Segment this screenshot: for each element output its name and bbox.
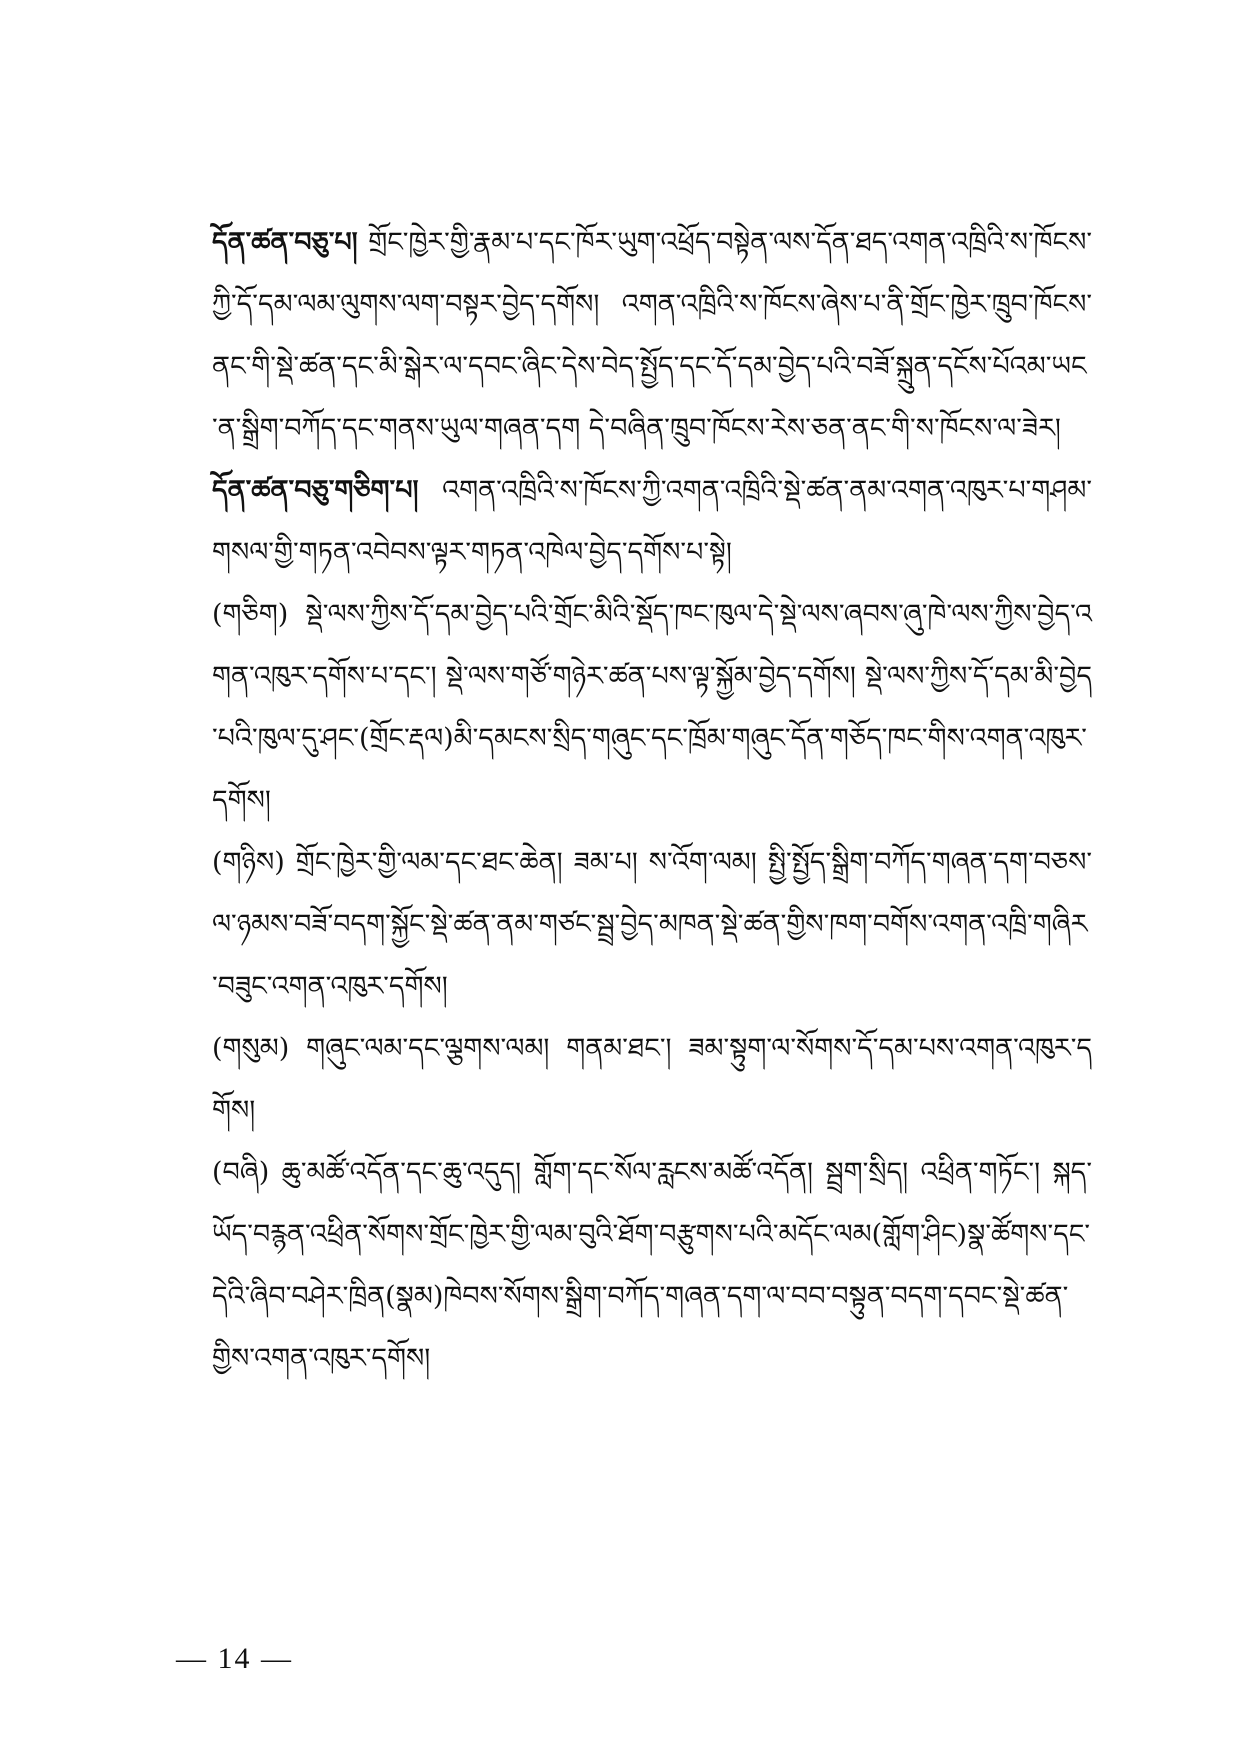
clause-2-text: (གཉིས) གྲོང་ཁྱེར་གྱི་ལམ་དང་ཐང་ཆེན། ཟམ་པ། ས་འོག་ལམ། སྤྱི་སྤྱོད་སྒྲིག་བཀོད་གཞན་དག་བཅས་ལ་ཉམས་བཟོ་བདག་སྐྱོང་སྡེ་ཚན་ནམ་གཙང་སྦྲ་བྱེད་མཁན་སྡེ་ཚན་གྱིས་ཁག་བགོས་འགན་འཁྲི་གཞིར་བཟུང་འགན་འཁུར་དགོས། (212, 847, 1092, 1002)
article-10-heading: དོན་ཚན་བཅུ་པ། (212, 227, 358, 258)
article-10-text: གྲོང་ཁྱེར་གྱི་རྣམ་པ་དང་ཁོར་ཡུག་འཕྲོད་བསྟེན་ལས་དོན་ཐད་འགན་འཁྲིའི་ས་ཁོངས་ཀྱི་དོ་དམ་ལམ་ལུགས་ལག་བསྟར་བྱེད་དགོས། འགན་འཁྲིའི་ས་ཁོངས་ཞེས་པ་ནི་གྲོང་ཁྱེར་ཁྲུབ་ཁོངས་ནང་གི་སྡེ་ཚན་དང་མི་སྒེར་ལ་དབང་ཞིང་དེས་བེད་སྤྱོད་དང་དོ་དམ་བྱེད་པའི་བཟོ་སྐྲུན་དངོས་པོའམ་ཡང་ན་སྒྲིག་བཀོད་དང་གནས་ཡུལ་གཞན་དག དེ་བཞིན་ཁྲུབ་ཁོངས་རེས་ཅན་ནང་གི་ས་ཁོངས་ལ་ཟེར། (212, 227, 1092, 444)
clause-1 (212, 584, 1092, 832)
article-11-text: འགན་འཁྲིའི་ས་ཁོངས་ཀྱི་འགན་འཁྲིའི་སྡེ་ཚན་ནམ་འགན་འཁུར་པ་གཤམ་གསལ་གྱི་གཏན་འབེབས་ལྟར་གཏན་འཁེལ་བྱེད་དགོས་པ་སྟེ། (212, 475, 1092, 568)
article-11-heading: དོན་ཚན་བཅུ་གཅིག་པ། (212, 475, 419, 506)
article-11 (212, 460, 1092, 584)
clause-4-text: (བཞི) ཆུ་མཚོ་འདོན་དང་ཆུ་འདུད། གློག་དང་སོལ་རླངས་མཚོ་འདོན། སྦྲག་སྲིད། འཕྲིན་གཏོང་། སྐད་ཡོད་བརྙན་འཕྲིན་སོགས་གྲོང་ཁྱེར་གྱི་ལམ་བུའི་ཐོག་བརྩུགས་པའི་མདོང་ལམ(གློག་ཤིང)སྣ་ཚོགས་དང་དེའི་ཞིབ་བཤེར་ཁྲིན(སྣམ)ཁེབས་སོགས་སྒྲིག་བཀོད་གཞན་དག་ལ་བབ་བསྟུན་བདག་དབང་སྡེ་ཚན་གྱིས་འགན་འཁུར་དགོས། (212, 1157, 1092, 1374)
clause-1-text: (གཅིག) སྡེ་ལས་ཀྱིས་དོ་དམ་བྱེད་པའི་གྲོང་མིའི་སྡོད་ཁང་ཁུལ་དེ་སྡེ་ལས་ཞབས་ཞུ་ཁེ་ལས་ཀྱིས་བྱེད་འགན་འཁུར་དགོས་པ་དང་། སྡེ་ལས་གཙོ་གཉེར་ཚན་པས་ལྟ་སྐྱོམ་བྱེད་དགོས། སྡེ་ལས་ཀྱིས་དོ་དམ་མི་བྱེད་པའི་ཁུལ་དུ་ཤང་(གྲོང་རྡལ)མི་དམངས་སྲིད་གཞུང་དང་ཁྲོམ་གཞུང་དོན་གཅོད་ཁང་གིས་འགན་འཁུར་དགོས། (212, 599, 1092, 816)
article-10 (212, 212, 1092, 460)
clause-4 (212, 1142, 1092, 1390)
page-number: — 14 — (176, 1642, 293, 1675)
clause-3-text: (གསུམ) གཞུང་ལམ་དང་ལྕགས་ལམ། གནམ་ཐང་། ཟམ་སྟུག་ལ་སོགས་དོ་དམ་པས་འགན་འཁུར་དགོས། (212, 1033, 1092, 1126)
clause-2 (212, 832, 1092, 1018)
clause-3 (212, 1018, 1092, 1142)
body-text (212, 212, 1092, 1390)
